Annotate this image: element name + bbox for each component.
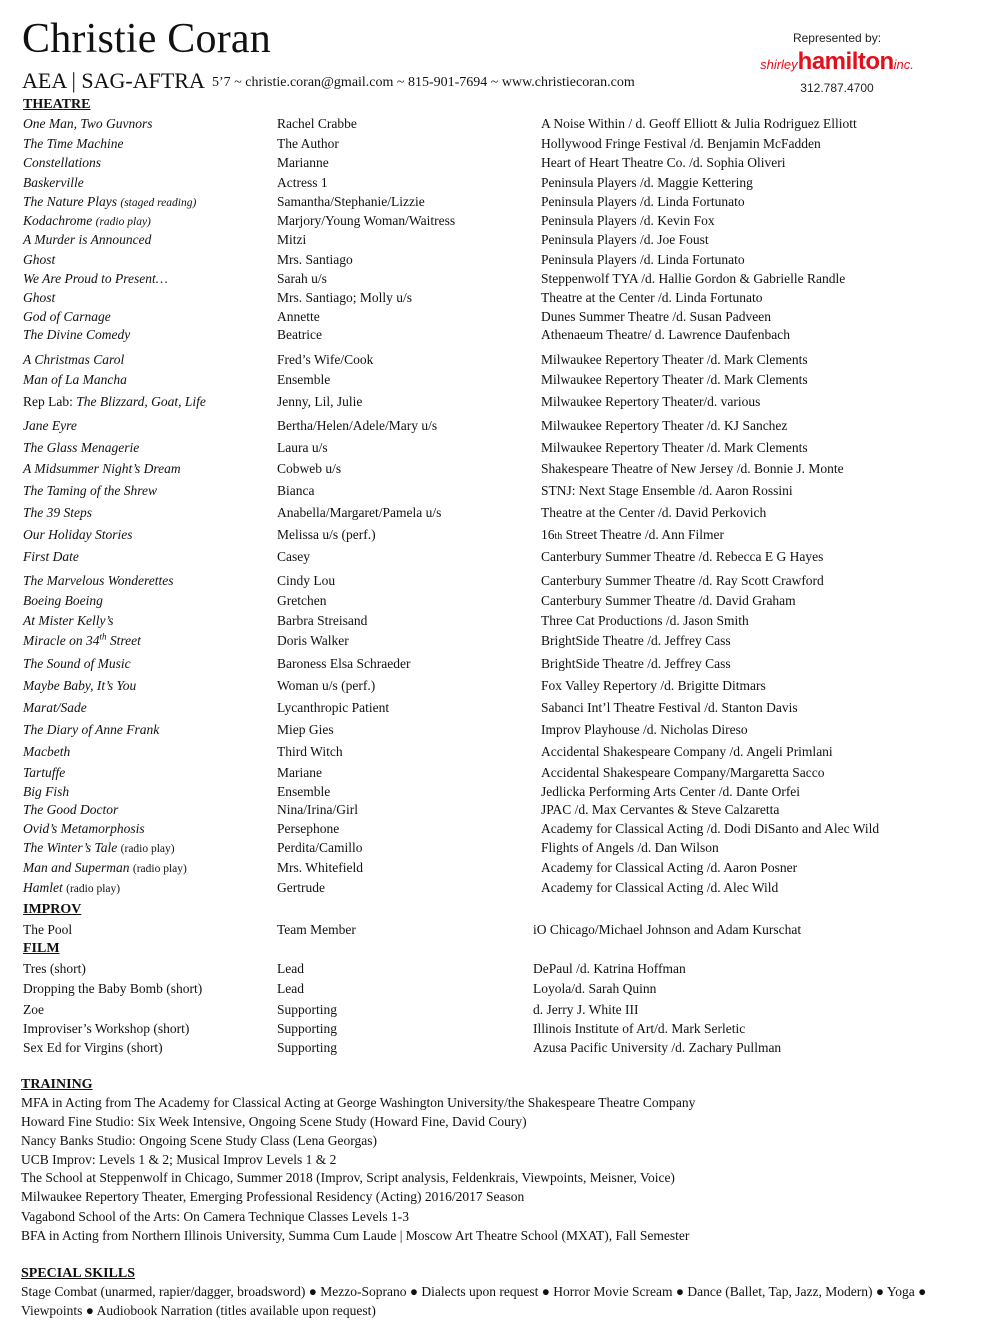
credit-title-cell: [23, 289, 55, 307]
credit-row: [0, 677, 1000, 695]
credit-title-cell: [23, 699, 87, 717]
credit-row: [0, 371, 1000, 389]
credit-title: Miracle on 34: [23, 633, 100, 648]
credit-company: [541, 289, 763, 307]
credit-title-cell: [23, 174, 84, 192]
credit-row: [0, 655, 1000, 673]
credit-role: Barbra Streisand: [277, 613, 368, 628]
credit-role: Lycanthropic Patient: [277, 700, 390, 715]
company-name: Fox Valley Repertory /d. Brigitte Ditmars: [541, 678, 766, 693]
section-heading-improv: IMPROV: [23, 902, 82, 917]
credit-row: [0, 764, 1000, 782]
training-item: The School at Steppenwolf in Chicago, Summer 2018 (Improv, Script analysis, Feldenkrais, Viewpoints, Meisner, Voice): [21, 1170, 675, 1185]
credit-note: (radio play): [66, 883, 121, 895]
credit-row: [0, 921, 1000, 939]
company-name: Academy for Classical Acting /d. Dodi DiSanto and Alec Wild: [541, 821, 880, 836]
credit-title-cell: [23, 859, 187, 878]
company-name: Shakespeare Theatre of New Jersey /d. Bonnie J. Monte: [541, 461, 844, 476]
credit-role: Supporting: [277, 1040, 338, 1055]
credit-row: [0, 154, 1000, 172]
credit-company: [541, 393, 760, 411]
credit-title-cell: [23, 721, 159, 739]
credit-title: At Mister Kelly’s: [23, 613, 114, 628]
company-name: Accidental Shakespeare Company/Margaretta Sacco: [541, 765, 825, 780]
credit-title: Sex Ed for Virgins (short): [23, 1040, 163, 1055]
company-name: Peninsula Players /d. Kevin Fox: [541, 213, 715, 228]
company-name: A Noise Within / d. Geoff Elliott & Julia Rodriguez Elliott: [541, 116, 857, 131]
credit-role: Casey: [277, 549, 310, 564]
credit-title-cell: [23, 820, 145, 838]
training-item: MFA in Acting from The Academy for Classical Acting at George Washington University/the Shakespeare Theatre Company: [21, 1095, 696, 1110]
credit-role: Fred’s Wife/Cook: [277, 352, 374, 367]
credit-role: Mrs. Whitefield: [277, 860, 363, 875]
credit-company: [541, 592, 796, 610]
credit-title: Marat/Sade: [23, 700, 87, 715]
credit-row: [0, 839, 1000, 857]
credit-role: Lead: [277, 961, 304, 976]
credit-title-cell: [23, 371, 127, 389]
credit-row: [0, 193, 1000, 211]
company-name: Peninsula Players /d. Linda Fortunato: [541, 252, 745, 267]
company-name: Improv Playhouse /d. Nicholas Direso: [541, 722, 748, 737]
credit-title-cell: [23, 417, 77, 435]
credit-title-cell: [23, 482, 157, 500]
credit-role: Jenny, Lil, Julie: [277, 394, 363, 409]
credit-role: Ensemble: [277, 372, 331, 387]
credit-row: [0, 439, 1000, 457]
training-item: BFA in Acting from Northern Illinois University, Summa Cum Laude | Moscow Art Theatre School (MXAT), Fall Semester: [21, 1228, 690, 1243]
credit-title: Maybe Baby, It’s You: [23, 678, 137, 693]
credit-company: [541, 783, 800, 801]
credit-title: The Time Machine: [23, 136, 124, 151]
credit-company: [541, 526, 724, 546]
credit-row: [0, 482, 1000, 500]
credit-title: A Murder is Announced: [23, 232, 152, 247]
credit-role: Lead: [277, 981, 304, 996]
credit-role: Doris Walker: [277, 633, 349, 648]
credit-role: Team Member: [277, 922, 356, 937]
credit-title-cell: [23, 839, 175, 858]
credit-row: [0, 212, 1000, 230]
credit-row: [0, 801, 1000, 819]
credit-row: [0, 326, 1000, 344]
credit-row: [0, 721, 1000, 739]
credit-row: [0, 960, 1000, 978]
credit-role: Third Witch: [277, 744, 343, 759]
credit-company: [541, 231, 709, 249]
credit-row: [0, 135, 1000, 153]
agency-logo-main: hamilton: [797, 48, 894, 75]
credit-role: Gretchen: [277, 593, 327, 608]
credit-title-cell: [23, 351, 124, 369]
agency-logo: [752, 50, 922, 77]
credit-company: [541, 212, 715, 230]
credit-row: [0, 820, 1000, 838]
credit-title: Improviser’s Workshop (short): [23, 1021, 190, 1036]
credit-company: [541, 308, 771, 326]
company-number-suffix: th: [554, 531, 563, 542]
credit-role: Gertrude: [277, 880, 325, 895]
credit-title: The Nature Plays: [23, 194, 117, 209]
credit-row: [0, 270, 1000, 288]
credit-title-cell: [23, 743, 70, 761]
credit-role: Bertha/Helen/Adele/Mary u/s: [277, 418, 438, 433]
credit-title-cell: [23, 504, 92, 522]
credit-company: iO Chicago/Michael Johnson and Adam Kurschat: [533, 922, 802, 937]
company-name: Heart of Heart Theatre Co. /d. Sophia Oliveri: [541, 155, 786, 170]
credit-row: [0, 460, 1000, 478]
credit-company: [541, 655, 731, 673]
credit-title: We Are Proud to Present…: [23, 271, 168, 286]
credit-title-cell: [23, 115, 153, 133]
company-name: Milwaukee Repertory Theater /d. Mark Clements: [541, 440, 808, 455]
credit-role: Woman u/s (perf.): [277, 678, 376, 693]
company-name: Peninsula Players /d. Linda Fortunato: [541, 194, 745, 209]
credit-company: [541, 801, 779, 819]
credit-company: [541, 460, 844, 478]
credit-role: Samantha/Stephanie/Lizzie: [277, 194, 425, 209]
credit-role: Annette: [277, 309, 320, 324]
credit-title-cell: [23, 677, 136, 695]
credit-row: [0, 504, 1000, 522]
credit-company: [541, 174, 753, 192]
credit-company: [541, 504, 766, 522]
credit-title-cell: [23, 270, 168, 288]
credit-title: Zoe: [23, 1002, 44, 1017]
company-name: BrightSide Theatre /d. Jeffrey Cass: [541, 656, 731, 671]
company-name: Steppenwolf TYA /d. Hallie Gordon & Gabrielle Randle: [541, 271, 846, 286]
credit-role: Mrs. Santiago; Molly u/s: [277, 290, 413, 305]
credit-row: [0, 351, 1000, 369]
credit-role: Marianne: [277, 155, 329, 170]
section-heading-film: FILM: [23, 941, 60, 956]
credit-role: Anabella/Margaret/Pamela u/s: [277, 505, 442, 520]
credit-company: [541, 115, 857, 133]
credit-title: The Good Doctor: [23, 802, 119, 817]
credit-row: [0, 1039, 1000, 1057]
credit-title: A Midsummer Night’s Dream: [23, 461, 181, 476]
credit-company: d. Jerry J. White III: [533, 1002, 639, 1017]
credit-row: [0, 526, 1000, 544]
credit-title-cell: [23, 764, 65, 782]
credit-title: The Taming of the Shrew: [23, 483, 158, 498]
credit-role: Perdita/Camillo: [277, 840, 363, 855]
actor-name: Christie Coran: [22, 16, 271, 62]
credit-role: Mrs. Santiago: [277, 252, 353, 267]
company-name: BrightSide Theatre /d. Jeffrey Cass: [541, 633, 731, 648]
union-affiliations: AEA | SAG-AFTRA: [22, 68, 205, 93]
credit-company: Loyola/d. Sarah Quinn: [533, 981, 657, 996]
credit-row: [0, 743, 1000, 761]
credit-role: Cobweb u/s: [277, 461, 342, 476]
credit-row: [0, 289, 1000, 307]
credit-title: Man of La Mancha: [23, 372, 127, 387]
credit-company: Illinois Institute of Art/d. Mark Serletic: [533, 1021, 746, 1036]
credit-company: [541, 193, 745, 211]
company-name: Canterbury Summer Theatre /d. Rebecca E G Hayes: [541, 549, 824, 564]
credit-row: [0, 251, 1000, 269]
company-name: Milwaukee Repertory Theater /d. Mark Clements: [541, 352, 808, 367]
credit-note: (radio play): [120, 843, 175, 855]
credit-company: DePaul /d. Katrina Hoffman: [533, 961, 686, 976]
training-item: Howard Fine Studio: Six Week Intensive, Ongoing Scene Study (Howard Fine, David Coury): [21, 1114, 527, 1129]
company-name: Canterbury Summer Theatre /d. Ray Scott Crawford: [541, 573, 824, 588]
credit-company: [541, 743, 833, 761]
credit-role: Actress 1: [277, 175, 328, 190]
company-name: Milwaukee Repertory Theater/d. various: [541, 394, 761, 409]
credit-title-cell: [23, 526, 133, 544]
credit-row: [0, 1001, 1000, 1019]
represented-by-label: Represented by:: [792, 31, 882, 45]
credit-company: [541, 439, 808, 457]
credit-row: [0, 174, 1000, 192]
credit-title-cell: [23, 632, 141, 650]
credit-company: [541, 677, 766, 695]
credit-company: [541, 721, 748, 739]
credit-company: [541, 820, 879, 838]
credit-role: Beatrice: [277, 327, 322, 342]
section-heading-special-skills: SPECIAL SKILLS: [21, 1266, 135, 1281]
credit-title: Hamlet: [23, 880, 63, 895]
company-name: Milwaukee Repertory Theater /d. Mark Clements: [541, 372, 808, 387]
credit-company: [541, 879, 778, 897]
credit-company: [541, 251, 745, 269]
credit-row: [0, 393, 1000, 411]
credit-row: [0, 612, 1000, 630]
credit-row: [0, 879, 1000, 897]
credit-title: Big Fish: [23, 784, 70, 799]
credit-title-cell: [23, 548, 79, 566]
credit-row: [0, 699, 1000, 717]
credit-role: Sarah u/s: [277, 271, 327, 286]
agency-phone: 312.787.4700: [800, 81, 874, 95]
credit-company: [541, 612, 749, 630]
credit-role: Cindy Lou: [277, 573, 336, 588]
credit-title-cell: [23, 879, 120, 898]
credit-title: The 39 Steps: [23, 505, 92, 520]
credit-title: Macbeth: [23, 744, 71, 759]
special-skills-text: Stage Combat (unarmed, rapier/dagger, broadsword) ● Mezzo-Soprano ● Dialects upon request ● Horror Movie Scream ● Dance (Ballet, Tap, Jazz, Modern) ● Yoga ● Viewpoints ● Audiobook Narration (titles available upon request): [21, 1284, 927, 1318]
company-name: Accidental Shakespeare Company /d. Angeli Primlani: [541, 744, 833, 759]
company-name: Peninsula Players /d. Joe Foust: [541, 232, 709, 247]
credit-title-cell: [23, 783, 69, 801]
credit-company: [541, 371, 808, 389]
credit-title-cell: [23, 231, 151, 249]
company-name: Jedlicka Performing Arts Center /d. Dante Orfei: [541, 784, 801, 799]
credit-title-cell: [23, 135, 124, 153]
training-item: UCB Improv: Levels 1 & 2; Musical Improv Levels 1 & 2: [21, 1152, 337, 1167]
credit-title-suffix: Street: [106, 633, 141, 648]
credit-title-cell: [23, 439, 139, 457]
credit-role: The Author: [277, 136, 339, 151]
credit-title: God of Carnage: [23, 309, 111, 324]
credit-role: Supporting: [277, 1021, 338, 1036]
credit-company: Azusa Pacific University /d. Zachary Pullman: [533, 1040, 782, 1055]
credit-title: The Marvelous Wonderettes: [23, 573, 174, 588]
credit-title: Kodachrome: [23, 213, 93, 228]
credit-title-cell: [23, 592, 103, 610]
credit-title: Ghost: [23, 252, 56, 267]
credit-row: [0, 632, 1000, 650]
credit-title: Our Holiday Stories: [23, 527, 133, 542]
credit-title-cell: [23, 154, 101, 172]
credit-title: First Date: [23, 549, 79, 564]
credit-title: Man and Superman: [23, 860, 130, 875]
credit-title-cell: [23, 612, 114, 630]
credit-title: Baskerville: [23, 175, 84, 190]
credit-company: [541, 417, 787, 435]
credit-title-cell: [23, 393, 206, 411]
credit-role: Supporting: [277, 1002, 338, 1017]
credit-company: [541, 859, 797, 877]
credit-note: (radio play): [132, 863, 187, 875]
credit-title: The Diary of Anne Frank: [23, 722, 160, 737]
credit-title: Dropping the Baby Bomb (short): [23, 981, 203, 996]
credit-row: [0, 980, 1000, 998]
credit-company: [541, 270, 845, 288]
credit-row: [0, 859, 1000, 877]
credit-company: [541, 699, 798, 717]
credit-row: [0, 548, 1000, 566]
company-name: JPAC /d. Max Cervantes & Steve Calzaretta: [541, 802, 780, 817]
company-name: Peninsula Players /d. Maggie Kettering: [541, 175, 753, 190]
agency-logo-suffix: inc.: [893, 57, 914, 72]
credit-title-cell: [23, 193, 196, 212]
company-name: Theatre at the Center /d. David Perkovich: [541, 505, 767, 520]
credit-title: Ghost: [23, 290, 56, 305]
credit-role: Bianca: [277, 483, 315, 498]
credit-title-cell: [23, 212, 151, 231]
credit-role: Mitzi: [277, 232, 307, 247]
credit-company: [541, 482, 793, 500]
credit-company: [541, 839, 719, 857]
company-name: Canterbury Summer Theatre /d. David Graham: [541, 593, 796, 608]
credit-prefix: Rep Lab:: [23, 394, 77, 409]
credit-title-cell: [23, 308, 111, 326]
credit-title-cell: [23, 326, 130, 344]
credit-role: Mariane: [277, 765, 322, 780]
credit-title-cell: [23, 251, 55, 269]
credit-title-cell: [23, 801, 118, 819]
credit-role: Melissa u/s (perf.): [277, 527, 376, 542]
credit-note: (staged reading): [120, 197, 197, 209]
credit-title: Boeing Boeing: [23, 593, 103, 608]
credit-title-cell: [23, 655, 131, 673]
credit-company: [541, 351, 808, 369]
credit-title: A Christmas Carol: [23, 352, 125, 367]
credit-role: Persephone: [277, 821, 340, 836]
company-name: Sabanci Int’l Theatre Festival /d. Stanton Davis: [541, 700, 798, 715]
credit-role: Rachel Crabbe: [277, 116, 357, 131]
company-name: Dunes Summer Theatre /d. Susan Padveen: [541, 309, 771, 324]
agency-logo-prefix: shirley: [760, 57, 798, 72]
credit-title-superscript: th: [99, 631, 107, 642]
credit-row: [0, 115, 1000, 133]
company-name: Academy for Classical Acting /d. Alec Wild: [541, 880, 779, 895]
credit-company: [541, 548, 823, 566]
credit-row: [0, 231, 1000, 249]
credit-company: [541, 764, 825, 782]
credit-company: [541, 572, 824, 590]
credit-company: [541, 154, 786, 172]
credit-title-cell: [23, 460, 181, 478]
credit-row: [0, 592, 1000, 610]
credit-title: Jane Eyre: [23, 418, 77, 433]
credit-title: Tartuffe: [23, 765, 66, 780]
credit-role: Marjory/Young Woman/Waitress: [277, 213, 456, 228]
company-name: Milwaukee Repertory Theater /d. KJ Sanchez: [541, 418, 788, 433]
credit-role: Miep Gies: [277, 722, 334, 737]
training-item: Nancy Banks Studio: Ongoing Scene Study Class (Lena Georgas): [21, 1133, 377, 1148]
credit-title: The Blizzard, Goat, Life: [76, 394, 206, 409]
section-heading-theatre: THEATRE: [23, 97, 91, 112]
credit-role: Ensemble: [277, 784, 331, 799]
training-item: Milwaukee Repertory Theater, Emerging Professional Residency (Acting) 2016/2017 Season: [21, 1189, 525, 1204]
credit-note: (radio play): [95, 216, 151, 228]
credit-row: [0, 783, 1000, 801]
company-name: Street Theatre /d. Ann Filmer: [562, 527, 724, 542]
credit-row: [0, 308, 1000, 326]
credit-role: Laura u/s: [277, 440, 328, 455]
company-name: Theatre at the Center /d. Linda Fortunato: [541, 290, 763, 305]
credit-title: The Divine Comedy: [23, 327, 131, 342]
credit-title: One Man, Two Guvnors: [23, 116, 153, 131]
company-name: Athenaeum Theatre/ d. Lawrence Daufenbach: [541, 327, 790, 342]
company-name: Hollywood Fringe Festival /d. Benjamin McFadden: [541, 136, 821, 151]
credit-title: The Glass Menagerie: [23, 440, 140, 455]
agency-block: [752, 30, 922, 96]
credit-company: [541, 326, 790, 344]
company-name: STNJ: Next Stage Ensemble /d. Aaron Rossini: [541, 483, 793, 498]
company-name: Three Cat Productions /d. Jason Smith: [541, 613, 749, 628]
credit-title: The Winter’s Tale: [23, 840, 118, 855]
credit-title: Ovid’s Metamorphosis: [23, 821, 145, 836]
credit-row: [0, 1020, 1000, 1038]
credit-role: Baroness Elsa Schraeder: [277, 656, 411, 671]
company-name: Academy for Classical Acting /d. Aaron Posner: [541, 860, 798, 875]
company-name: Flights of Angels /d. Dan Wilson: [541, 840, 719, 855]
credit-title: Tres (short): [23, 961, 86, 976]
credit-title-cell: [23, 572, 173, 590]
credit-row: [0, 572, 1000, 590]
contact-line: 5’7 ~ christie.coran@gmail.com ~ 815-901-7694 ~ www.christiecoran.com: [212, 75, 635, 90]
credit-company: [541, 135, 821, 153]
credit-company: [541, 632, 731, 650]
credit-row: [0, 417, 1000, 435]
company-number: 16: [541, 527, 555, 542]
credit-title: Constellations: [23, 155, 102, 170]
credit-title: The Pool: [23, 922, 73, 937]
credit-role: Nina/Irina/Girl: [277, 802, 358, 817]
section-heading-training: TRAINING: [21, 1077, 93, 1092]
training-item: Vagabond School of the Arts: On Camera Technique Classes Levels 1-3: [21, 1209, 409, 1224]
credit-title: The Sound of Music: [23, 656, 131, 671]
